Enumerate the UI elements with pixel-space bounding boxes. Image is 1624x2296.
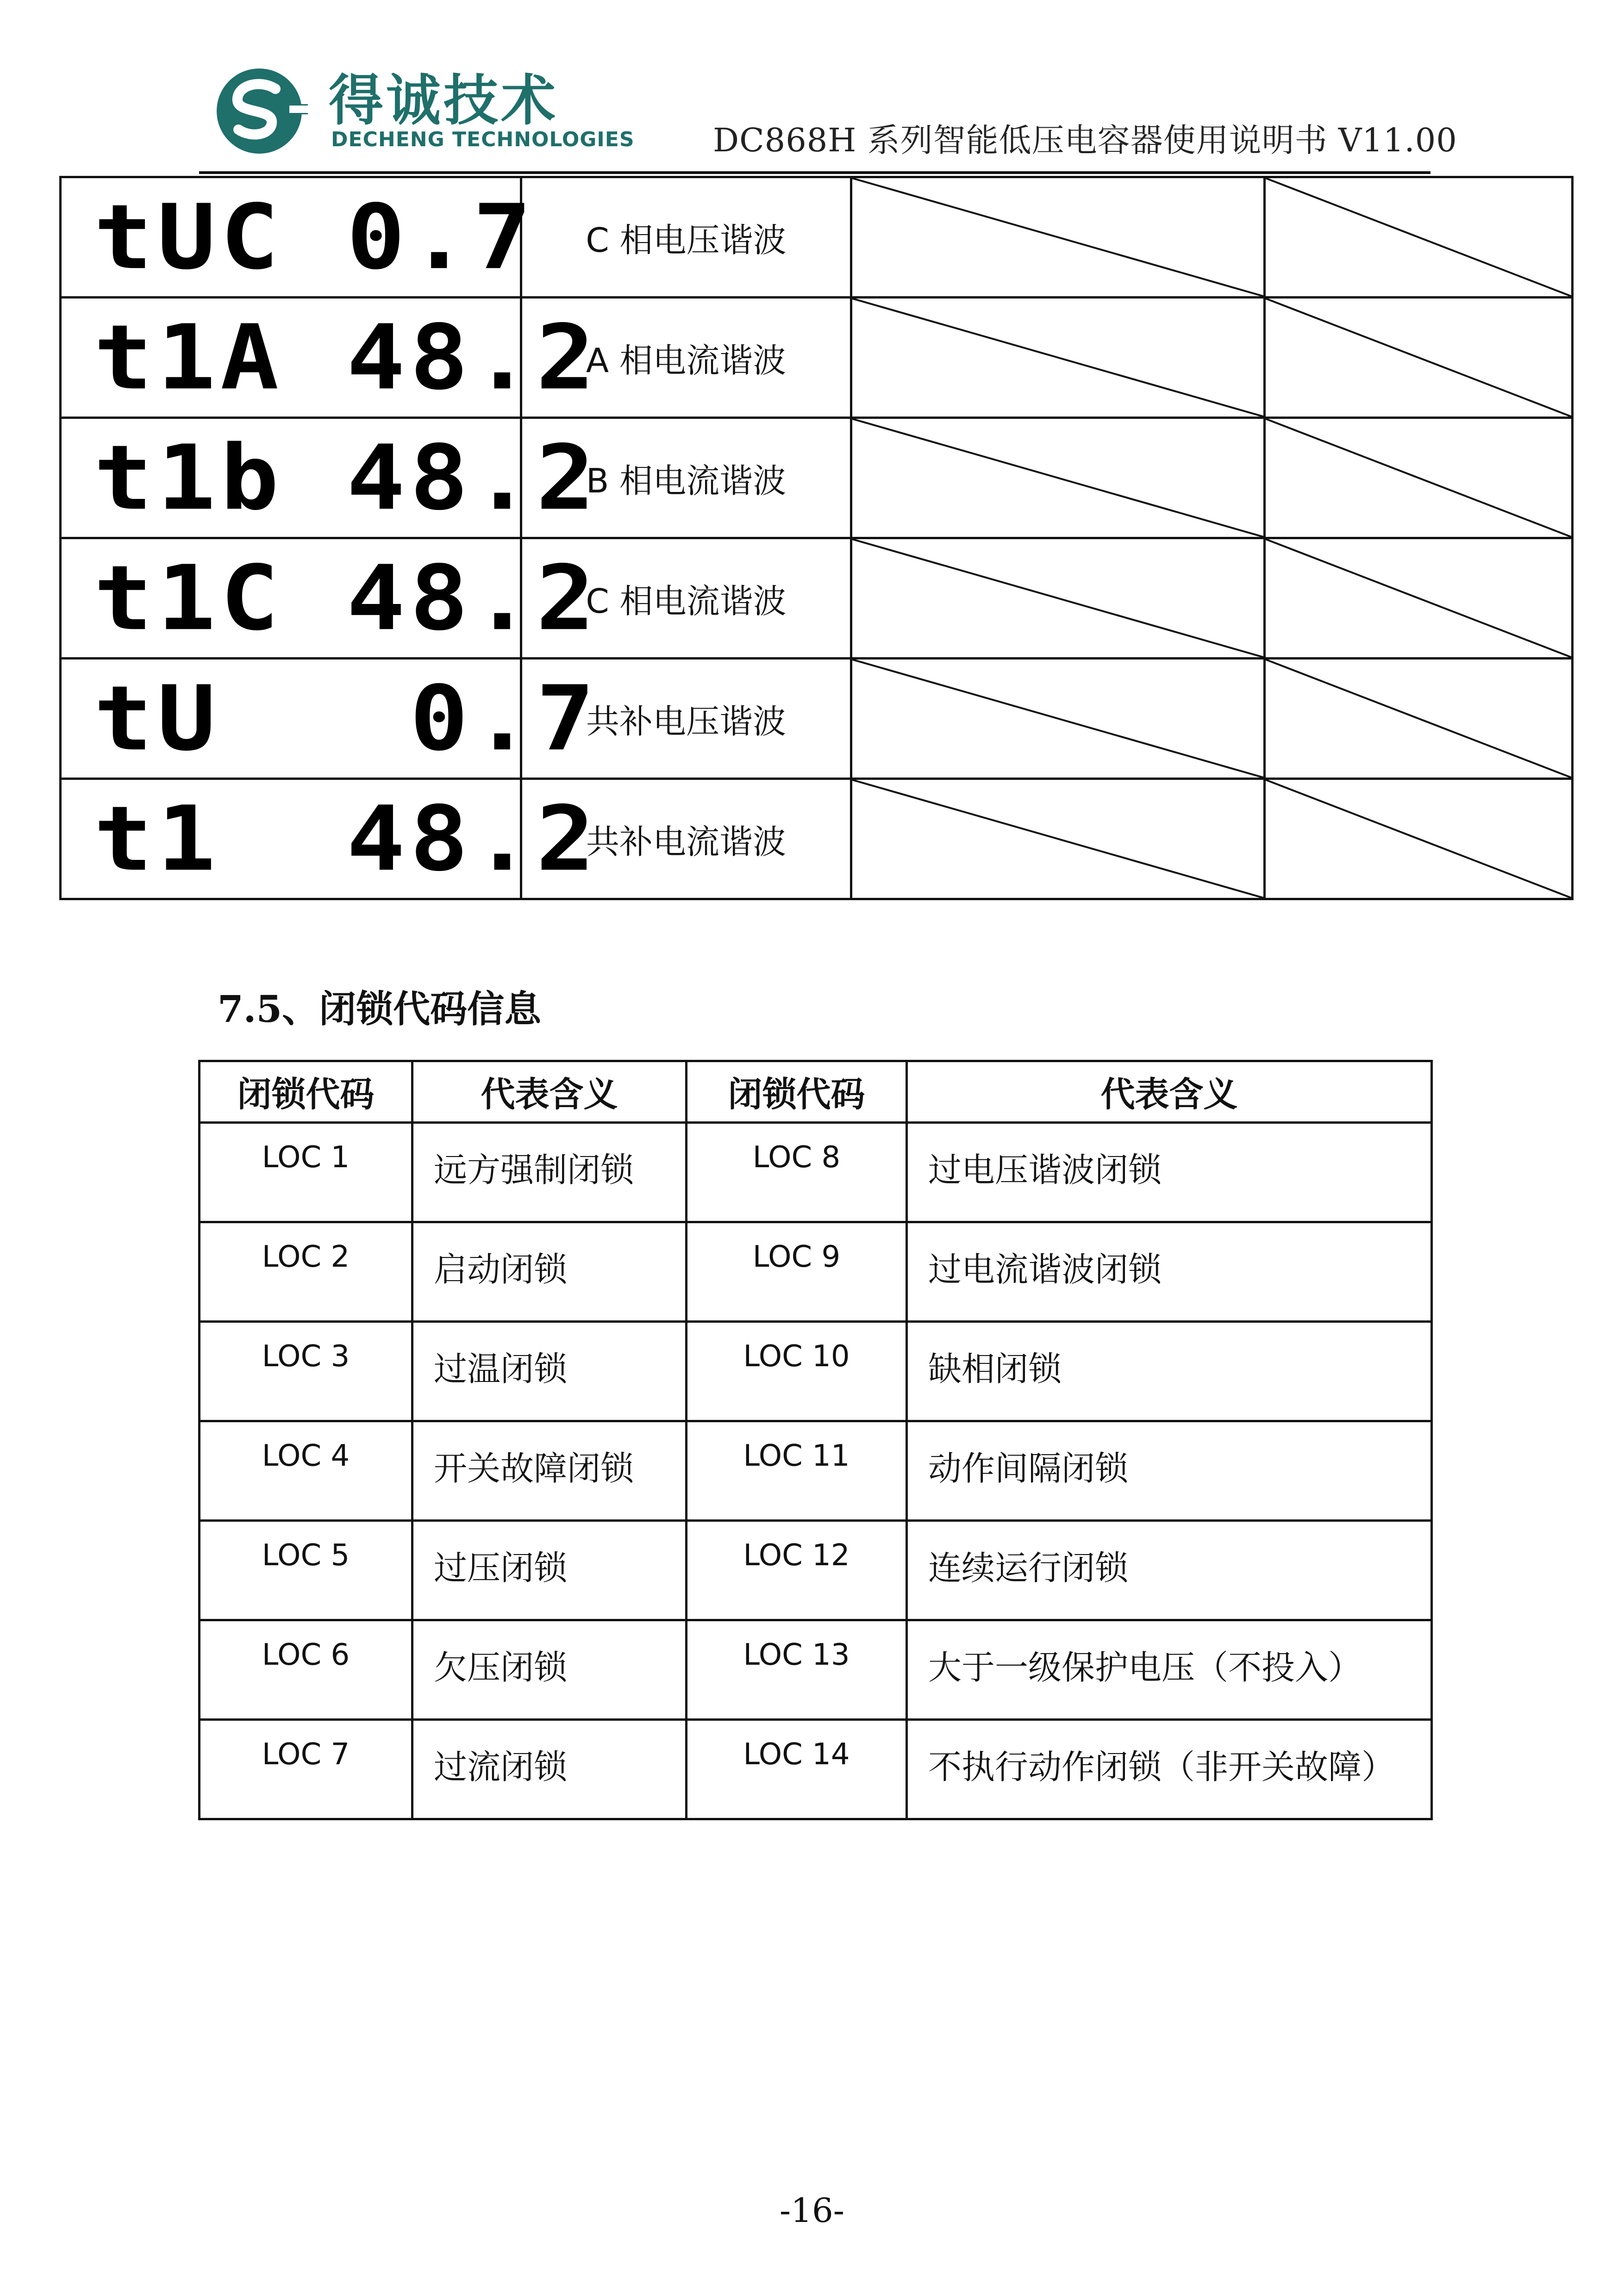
table-row (200, 1720, 1432, 1819)
lock-meaning-cell: 连续运行闭锁 (907, 1521, 1432, 1620)
lock-code-cell: LOC 2 (200, 1222, 412, 1322)
page-number: -16- (779, 2191, 845, 2230)
lock-code-cell: LOC 5 (200, 1521, 412, 1620)
lock-code-cell: LOC 13 (687, 1620, 907, 1720)
lcd-display-text: t1A 48.2 (94, 305, 600, 410)
column-header: 闭锁代码 (687, 1061, 907, 1123)
table-row (200, 1521, 1432, 1620)
table-row (200, 1421, 1432, 1521)
lcd-display-text: tU 0.7 (94, 666, 600, 771)
lcd-display-cell (61, 298, 600, 418)
lock-meaning-cell: 远方强制闭锁 (412, 1123, 687, 1222)
description-cell: 共补电压谐波 (521, 659, 851, 779)
table-row (61, 298, 1573, 418)
empty-diagonal-cell (1265, 418, 1573, 538)
empty-diagonal-cell (1265, 298, 1573, 418)
lock-code-cell: LOC 10 (687, 1322, 907, 1421)
column-header: 闭锁代码 (200, 1061, 412, 1123)
lock-meaning-cell: 启动闭锁 (412, 1222, 687, 1322)
description-cell: B 相电流谐波 (521, 418, 851, 538)
description-cell: 共补电流谐波 (521, 779, 851, 899)
lock-meaning-cell: 过流闭锁 (412, 1720, 687, 1819)
empty-diagonal-cell (1265, 779, 1573, 899)
table-row (61, 177, 1573, 298)
table-row (61, 538, 1573, 659)
lcd-display-text: t1 48.2 (94, 786, 600, 891)
table-row (200, 1322, 1432, 1421)
lock-code-cell: LOC 14 (687, 1720, 907, 1819)
empty-diagonal-cell (851, 659, 1265, 779)
display-code-table (59, 176, 1574, 900)
empty-diagonal-cell (851, 418, 1265, 538)
lcd-display-text: t1C 48.2 (94, 546, 600, 650)
lock-code-cell: LOC 1 (200, 1123, 412, 1222)
lock-code-cell: LOC 12 (687, 1521, 907, 1620)
logo-mark-icon (215, 65, 308, 157)
lock-meaning-cell: 不执行动作闭锁（非开关故障） (907, 1720, 1432, 1819)
lock-code-cell: LOC 9 (687, 1222, 907, 1322)
table-row (61, 418, 1573, 538)
empty-diagonal-cell (851, 779, 1265, 899)
lock-code-cell: LOC 7 (200, 1720, 412, 1819)
column-header: 代表含义 (907, 1061, 1432, 1123)
empty-diagonal-cell (1265, 538, 1573, 659)
table-row (200, 1222, 1432, 1322)
lock-code-cell: LOC 11 (687, 1421, 907, 1521)
lock-meaning-cell: 过电压谐波闭锁 (907, 1123, 1432, 1222)
description-cell: A 相电流谐波 (521, 298, 851, 418)
lcd-display-cell (61, 177, 537, 298)
lock-meaning-cell: 缺相闭锁 (907, 1322, 1432, 1421)
table-header-row (200, 1061, 1432, 1123)
empty-diagonal-cell (851, 298, 1265, 418)
lcd-display-cell (61, 418, 600, 538)
empty-diagonal-cell (851, 177, 1265, 298)
lcd-display-cell (61, 538, 600, 659)
section-heading: 7.5、闭锁代码信息 (218, 987, 542, 1031)
company-logo (215, 65, 635, 162)
lock-code-cell: LOC 8 (687, 1123, 907, 1222)
lock-meaning-cell: 过电流谐波闭锁 (907, 1222, 1432, 1322)
empty-diagonal-cell (1265, 659, 1573, 779)
lock-code-table (198, 1060, 1433, 1820)
lock-meaning-cell: 开关故障闭锁 (412, 1421, 687, 1521)
table-row (61, 779, 1573, 899)
lock-meaning-cell: 过温闭锁 (412, 1322, 687, 1421)
column-header: 代表含义 (412, 1061, 687, 1123)
description-cell: C 相电压谐波 (521, 177, 851, 298)
logo-chinese-text: 得诚技术 (329, 68, 559, 132)
lcd-display-cell (61, 659, 600, 779)
document-title: DC868H 系列智能低压电容器使用说明书 V11.00 (713, 121, 1457, 159)
header-divider (199, 171, 1430, 174)
lcd-display-text: tUC 0.7 (94, 185, 537, 289)
lock-meaning-cell: 过压闭锁 (412, 1521, 687, 1620)
lock-code-cell: LOC 4 (200, 1421, 412, 1521)
table-row (61, 659, 1573, 779)
lcd-display-cell (61, 779, 600, 899)
logo-english-text: DECHENG TECHNOLOGIES (331, 128, 635, 151)
table-row (200, 1620, 1432, 1720)
lock-meaning-cell: 欠压闭锁 (412, 1620, 687, 1720)
description-cell: C 相电流谐波 (521, 538, 851, 659)
empty-diagonal-cell (851, 538, 1265, 659)
empty-diagonal-cell (1265, 177, 1573, 298)
lcd-display-text: t1b 48.2 (94, 425, 600, 530)
lock-code-cell: LOC 6 (200, 1620, 412, 1720)
lock-code-cell: LOC 3 (200, 1322, 412, 1421)
lock-meaning-cell: 大于一级保护电压（不投入） (907, 1620, 1432, 1720)
table-row (200, 1123, 1432, 1222)
lock-meaning-cell: 动作间隔闭锁 (907, 1421, 1432, 1521)
